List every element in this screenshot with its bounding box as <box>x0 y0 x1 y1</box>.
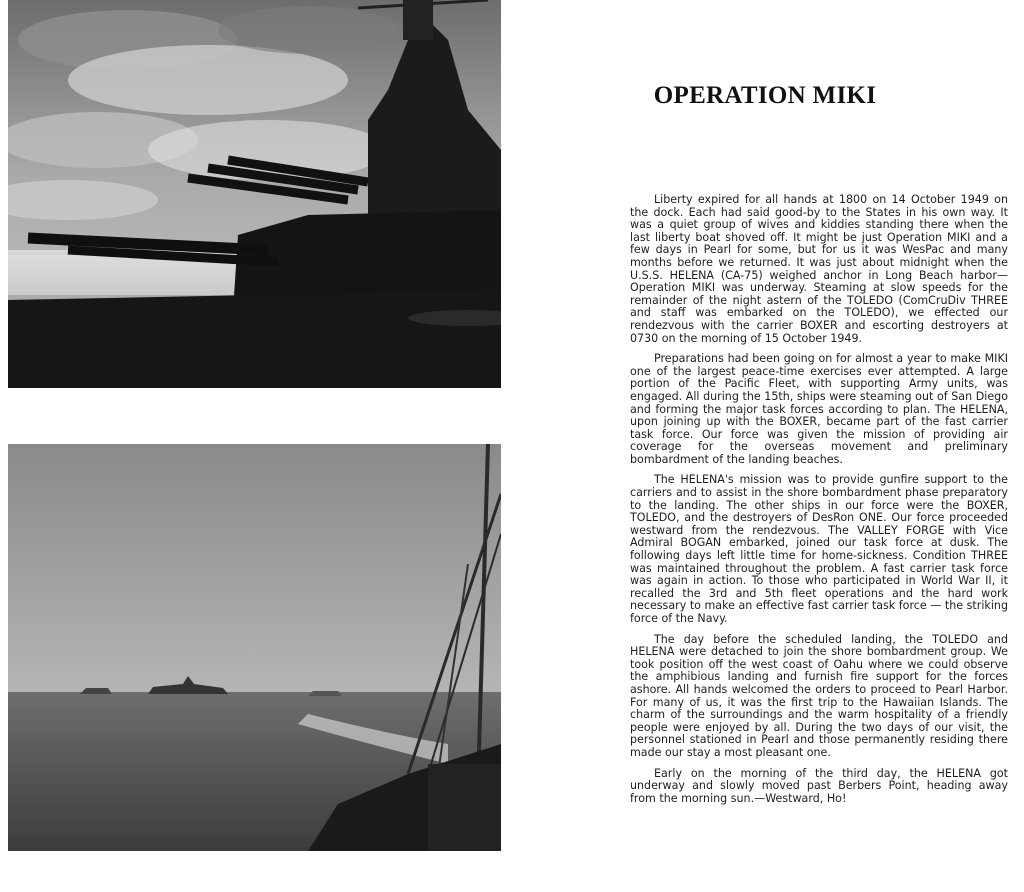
article-paragraph: The day before the scheduled landing, the TOLEDO and HELENA were detached to join the shore bombardment group. We took position off the west coast of Oahu where we could observe the amphibious landing and furnish fire support for the forces ashore. All hands welcomed the orders to proceed to Pearl Harbor. For many of us, it was the first trip to the Hawaiian Islands. The charm of the surroundings and the warm hospitality of a friendly people were enjoyed by all. During the two days of our visit, the personnel stationed in Pearl and those permanently residing there made our stay a most pleasant one. <box>630 632 1008 759</box>
article-paragraph: Preparations had been going on for almost a year to make MIKI one of the largest peace-time exercises ever attempted. A large portion of the Pacific Fleet, with supporting Army units, was engaged. All during the 15th, ships were steaming out of San Diego and forming the major task forces according to plan. The HELENA, upon joining up with the BOXER, became part of the fast carrier task force. Our force was given the mission of providing air coverage for the overseas movement and preliminary bombardment of the landing beaches. <box>630 352 1008 466</box>
carrier-task-force-photo <box>8 444 501 851</box>
battleship-guns-illustration <box>8 0 501 388</box>
article-paragraph: Early on the morning of the third day, the HELENA got underway and slowly moved past Berbers Point, heading away from the morning sun.—Westward, Ho! <box>630 766 1008 805</box>
article-paragraph: The HELENA's mission was to provide gunfire support to the carriers and to assist in the shore bombardment phase preparatory to the landing. The other ships in our force were the BOXER, TOLEDO, and the destroyers of DesRon ONE. Our force proceeded westward from the rendezvous. The VALLEY FORGE with Vice Admiral BOGAN embarked, joined our task force at dusk. The following days left little time for home-sickness. Condition THREE was maintained throughout the problem. A fast carrier task force was again in action. To those who participated in World War II, it recalled the 3rd and 5th fleet operations and the hard work necessary to make an effective fast carrier task force — the striking force of the Navy. <box>630 473 1008 625</box>
article-title: OPERATION MIKI <box>653 82 877 109</box>
fleet-at-sea-illustration <box>8 444 501 851</box>
article-paragraph: Liberty expired for all hands at 1800 on 14 October 1949 on the dock. Each had said good-by to the States in his own way. It was a quiet group of wives and kiddies standing there when the last liberty boat shoved off. It might be just Operation MIKI and a few days in Pearl for some, but for us it was WesPac and many months before we returned. It was just about midnight when the U.S.S. HELENA (CA-75) weighed anchor in Long Beach harbor—Operation MIKI was underway. Steaming at slow speeds for the remainder of the night astern of the TOLEDO (ComCruDiv THREE and staff was embarked on the TOLEDO), we effected our rendezvous with the carrier BOXER and escorting destroyers at 0730 on the morning of 15 October 1949. <box>630 193 1008 345</box>
article-body <box>630 194 1008 813</box>
battleship-guns-photo <box>8 0 501 388</box>
